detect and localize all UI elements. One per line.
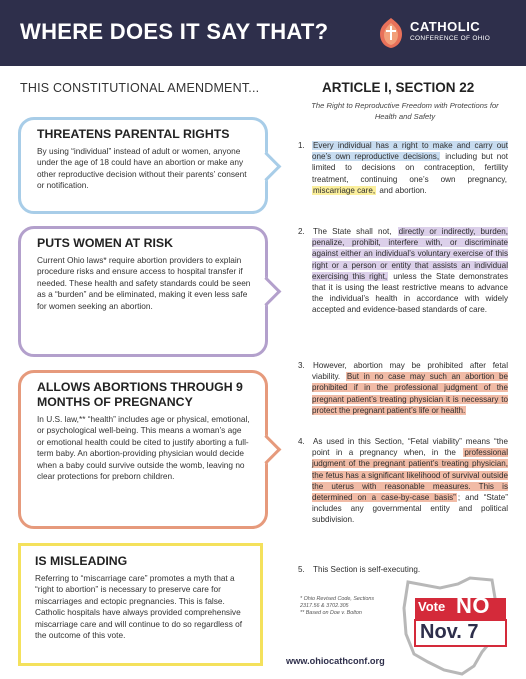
website-link[interactable]: www.ohiocathconf.org	[286, 656, 385, 666]
text-part: The State shall not,	[313, 227, 397, 236]
logo-name: CATHOLIC	[410, 19, 481, 34]
logo-subtitle: CONFERENCE OF OHIO	[410, 35, 491, 42]
card-title: PUTS WOMEN AT RISK	[37, 236, 173, 250]
text-part: However, abortion may be prohibited after fetal viability.	[312, 361, 508, 382]
card-body: Referring to “miscarriage care” promotes a myth that a “right to abortion” is necessary to preserve care for miscarriages and ectopic pregnancies. This is false. Catholic hospitals have always provided comprehensive miscarriage care and will continue to do so regardless of the outcome of this vote.	[35, 573, 243, 641]
card-body: By using “individual” instead of adult or women, anyone under the age of 18 could have an abortion or make any other reproductive decision without their parents’ consent or notification.	[37, 146, 247, 191]
footnote: * Ohio Revised Code, Sections 2317.56 & 3702.305	[300, 596, 375, 610]
text-part: unless the State demonstrates that it is using the least restrictive means to advance the individual’s health in accordance with widely accepted and evidence-based standards of care.	[312, 271, 508, 315]
text-part: ; and “State” includes any governmental entity and political subdivision.	[312, 493, 508, 525]
highlight-purple: directly or indirectly, burden, penalize, prohibit, interfere with, or discriminate against either an individual’s voluntary exercise of this right or a person or entity that assists an individual exercising this right,	[312, 227, 508, 281]
page-title: WHERE DOES IT SAY THAT?	[20, 19, 329, 44]
logo-text	[410, 20, 490, 42]
highlight-yellow: miscarriage care,	[313, 185, 376, 195]
no-label: NO	[456, 593, 490, 618]
catholic-conference-logo-icon	[376, 16, 406, 50]
card-parental-rights	[18, 117, 268, 214]
article-subtitle: The Right to Reproductive Freedom with Protections for Health and Safety	[311, 101, 499, 121]
vote-date: Nov. 7	[420, 621, 479, 643]
card-women-at-risk	[18, 226, 268, 357]
item-text	[312, 360, 508, 416]
item-text	[312, 140, 508, 196]
footnotes	[300, 596, 390, 618]
vote-label: Vote	[418, 599, 446, 614]
item-number: 5.	[298, 565, 305, 574]
text-part: This Section is self-executing.	[313, 565, 421, 574]
header-banner	[0, 0, 526, 66]
card-body: Current Ohio laws* require abortion providers to explain procedure risks and ensure access to hospital transfer if needed. These health and safety standards could be seen as a “burden” and be eliminated, making it even less safe for women seeking an abortion.	[37, 255, 251, 311]
card-title: IS MISLEADING	[35, 554, 128, 568]
article-title: ARTICLE I, SECTION 22	[322, 80, 475, 95]
card-title: ALLOWS ABORTIONS THROUGH 9 MONTHS OF PREGNANCY	[37, 380, 243, 409]
card-misleading	[18, 543, 263, 666]
highlight-orange: But in no case may such an abortion be prohibited if in the professional judgment of the pregnant patient’s treating physician it is necessary to protect the pregnant patient’s life or health.	[312, 372, 508, 415]
text-part: including but not limited to decisions on contraception, fertility treatment, continuing one’s own pregnancy,	[312, 152, 508, 184]
item-number: 1.	[298, 141, 305, 150]
footnote: ** Based on Doe v. Bolton	[300, 610, 362, 617]
item-text	[312, 226, 508, 316]
amendment-heading: THIS CONSTITUTIONAL AMENDMENT...	[20, 81, 260, 95]
item-number: 4.	[298, 437, 305, 446]
item-text	[312, 436, 508, 526]
card-title: THREATENS PARENTAL RIGHTS	[37, 127, 230, 141]
highlight-orange: professional judgment of the pregnant patient’s treating physician, the fetus has a significant likelihood of survival outside the uterus with reasonable measures. This is determined on a case-by-case basis”	[312, 448, 508, 503]
highlight-blue: Every individual has a right to make and carry out one’s own reproductive decisions,	[312, 141, 508, 162]
card-body: In U.S. law,** “health” includes age or physical, emotional, or psychological well-being. This means a woman’s age or emotional health could be cited to justify aborting a full-term baby. An abortion-providing physician would decide when a baby could survive outside the womb, leaving no clear protections for preborn children.	[37, 414, 250, 482]
card-nine-months	[18, 370, 268, 529]
item-number: 2.	[298, 227, 305, 236]
text-part: and abortion.	[377, 185, 427, 195]
text-part: As used in this Section, “Fetal viability” means “the point in a pregnancy when, in the	[312, 437, 508, 458]
item-number: 3.	[298, 361, 305, 370]
